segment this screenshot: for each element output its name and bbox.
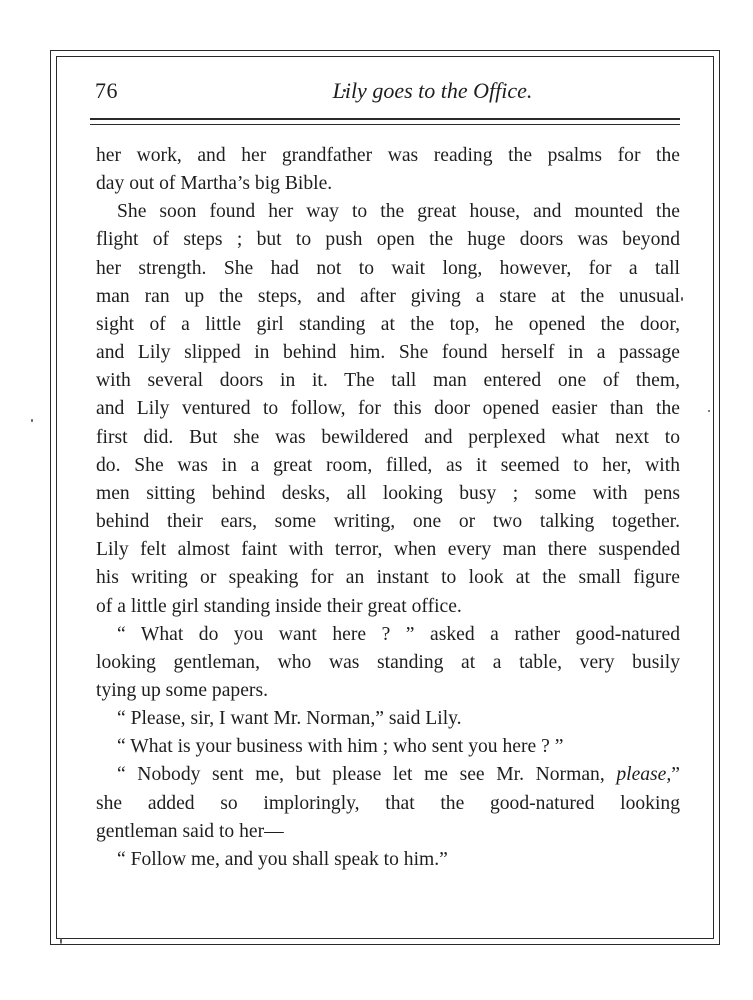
text-line: “ Please, sir, I want Mr. Norman,” said Lily. — [117, 708, 462, 730]
print-speck — [708, 410, 710, 412]
print-speck — [681, 297, 683, 301]
text-line: of a little girl standing inside their great office. — [96, 595, 462, 617]
text-line: men sitting behind desks, all looking busy ; some with pens — [96, 482, 680, 504]
text-line: and Lily ventured to follow, for this door opened easier than the — [96, 398, 680, 420]
text-line: behind their ears, some writing, one or two talking together. — [96, 511, 680, 533]
print-speck — [60, 938, 62, 944]
print-speck — [31, 419, 33, 422]
text-line: “ Nobody sent me, but please let me see Mr. Norman, please,” — [117, 764, 680, 786]
running-title: Lily goes to the Office. — [332, 78, 533, 103]
text-line: and Lily slipped in behind him. She found herself in a passage — [96, 342, 680, 364]
text-line: her work, and her grandfather was reading the psalms for the — [96, 145, 680, 166]
text-line: flight of steps ; but to push open the huge doors was beyond — [96, 229, 680, 251]
body-text — [96, 142, 680, 874]
page-number: 76 — [95, 78, 118, 103]
page-header — [95, 74, 680, 110]
header-rule-thick — [90, 118, 680, 120]
text-line: tying up some papers. — [96, 679, 268, 701]
text-line: “ Follow me, and you shall speak to him.” — [117, 848, 448, 870]
emphasis: please, — [616, 764, 672, 786]
text-line: man ran up the steps, and after giving a stare at the unusual — [96, 285, 680, 307]
text-line: She soon found her way to the great house, and mounted the — [117, 201, 680, 223]
text-line: she added so imploringly, that the good-natured looking — [96, 792, 680, 814]
text-line: gentleman said to her— — [96, 820, 284, 842]
header-rule-thin — [90, 124, 680, 125]
text-line: his writing or speaking for an instant to look at the small figure — [96, 567, 680, 589]
text-line: do. She was in a great room, filled, as it seemed to her, with — [96, 454, 680, 476]
text-line: looking gentleman, who was standing at a table, very busily — [96, 651, 680, 673]
text-line: “ What do you want here ? ” asked a rather good-natured — [117, 623, 680, 645]
text-line: Lily felt almost faint with terror, when every man there suspended — [96, 539, 680, 561]
text-line: her strength. She had not to wait long, however, for a tall — [96, 257, 680, 279]
text-line: “ What is your business with him ; who sent you here ? ” — [117, 736, 564, 758]
text-line: with several doors in it. The tall man entered one of them, — [96, 370, 680, 392]
text-line: sight of a little girl standing at the top, he opened the door, — [96, 313, 680, 335]
text-line: day out of Martha’s big Bible. — [96, 173, 333, 195]
text-line: first did. But she was bewildered and perplexed what next to — [96, 426, 680, 448]
